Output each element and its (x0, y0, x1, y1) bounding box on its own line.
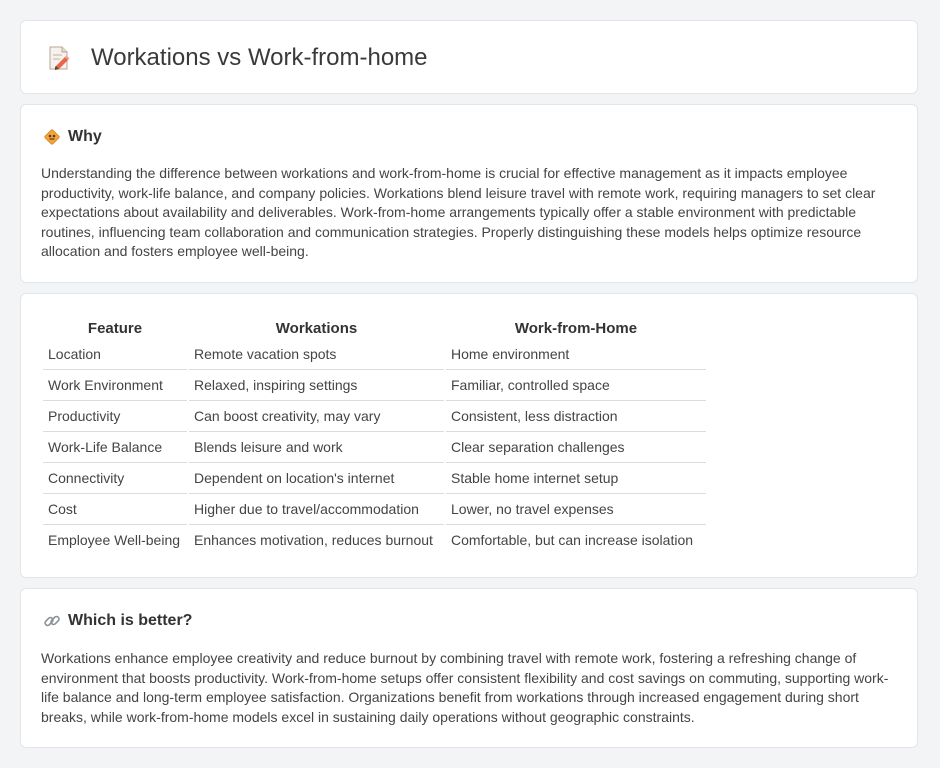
table-cell: Connectivity (43, 463, 187, 494)
table-cell: Blends leisure and work (189, 432, 444, 463)
table-row (43, 401, 706, 432)
table-cell: Can boost creativity, may vary (189, 401, 444, 432)
diamond-sign-icon (43, 128, 61, 146)
table-row (43, 494, 706, 525)
header-workations: Workations (275, 319, 358, 337)
table-cell: Cost (43, 494, 187, 525)
table-header-row (43, 315, 706, 339)
table-row (43, 525, 706, 555)
table-cell: Familiar, controlled space (446, 370, 706, 401)
table-cell: Work-Life Balance (43, 432, 187, 463)
comparison-table (41, 315, 708, 555)
title-card (20, 20, 918, 94)
header-feature: Feature (87, 319, 143, 337)
table-cell: Stable home internet setup (446, 463, 706, 494)
why-card (20, 104, 918, 283)
table-cell: Remote vacation spots (189, 339, 444, 370)
table-cell: Productivity (43, 401, 187, 432)
table-cell: Work Environment (43, 370, 187, 401)
why-heading: Why (68, 128, 102, 145)
link-icon (43, 612, 61, 630)
table-cell: Higher due to travel/accommodation (189, 494, 444, 525)
table-cell: Clear separation challenges (446, 432, 706, 463)
comparison-card (20, 293, 918, 578)
table-row (43, 339, 706, 370)
page-title: Workations vs Work-from-home (91, 44, 428, 71)
better-heading: Which is better? (68, 612, 193, 629)
document-pencil-icon (47, 45, 71, 71)
table-row (43, 432, 706, 463)
why-paragraph: Understanding the difference between workations and work-from-home is crucial for effective management as it impacts employee productivity, work-life balance, and company policies. Workations blend leisure travel with remote work, requiring managers to set clear expectations about availability and deliverables. Work-from-home arrangements typically offer a stable environment with predictable routines, influencing team collaboration and communication strategies. Properly distinguishing these models helps optimize resource allocation and fosters employee well-being. (41, 165, 876, 259)
table-cell: Location (43, 339, 187, 370)
table-cell: Relaxed, inspiring settings (189, 370, 444, 401)
title-row (47, 44, 428, 72)
table-row (43, 463, 706, 494)
table-row (43, 370, 706, 401)
table-cell: Employee Well-being (48, 532, 181, 548)
table-cell: Dependent on location's internet (189, 463, 444, 494)
why-heading-row (43, 127, 102, 147)
which-is-better-card (20, 588, 918, 748)
header-work-from-home: Work-from-Home (514, 319, 638, 337)
table-cell: Home environment (446, 339, 706, 370)
table-cell: Comfortable, but can increase isolation (451, 532, 694, 548)
better-paragraph: Workations enhance employee creativity and reduce burnout by combining travel with remote work, fostering a refreshing change of environment that boosts productivity. Work-from-home setups offer consistent flexibility and cost savings on commuting, supporting work-life balance and long-term employee satisfaction. Organizations benefit from workations through increased engagement during short breaks, while work-from-home models excel in sustaining daily operations without geographic constraints. (41, 650, 889, 725)
table-cell: Consistent, less distraction (446, 401, 706, 432)
better-heading-row (43, 611, 192, 631)
table-cell: Enhances motivation, reduces burnout (194, 532, 433, 548)
table-cell: Lower, no travel expenses (446, 494, 706, 525)
